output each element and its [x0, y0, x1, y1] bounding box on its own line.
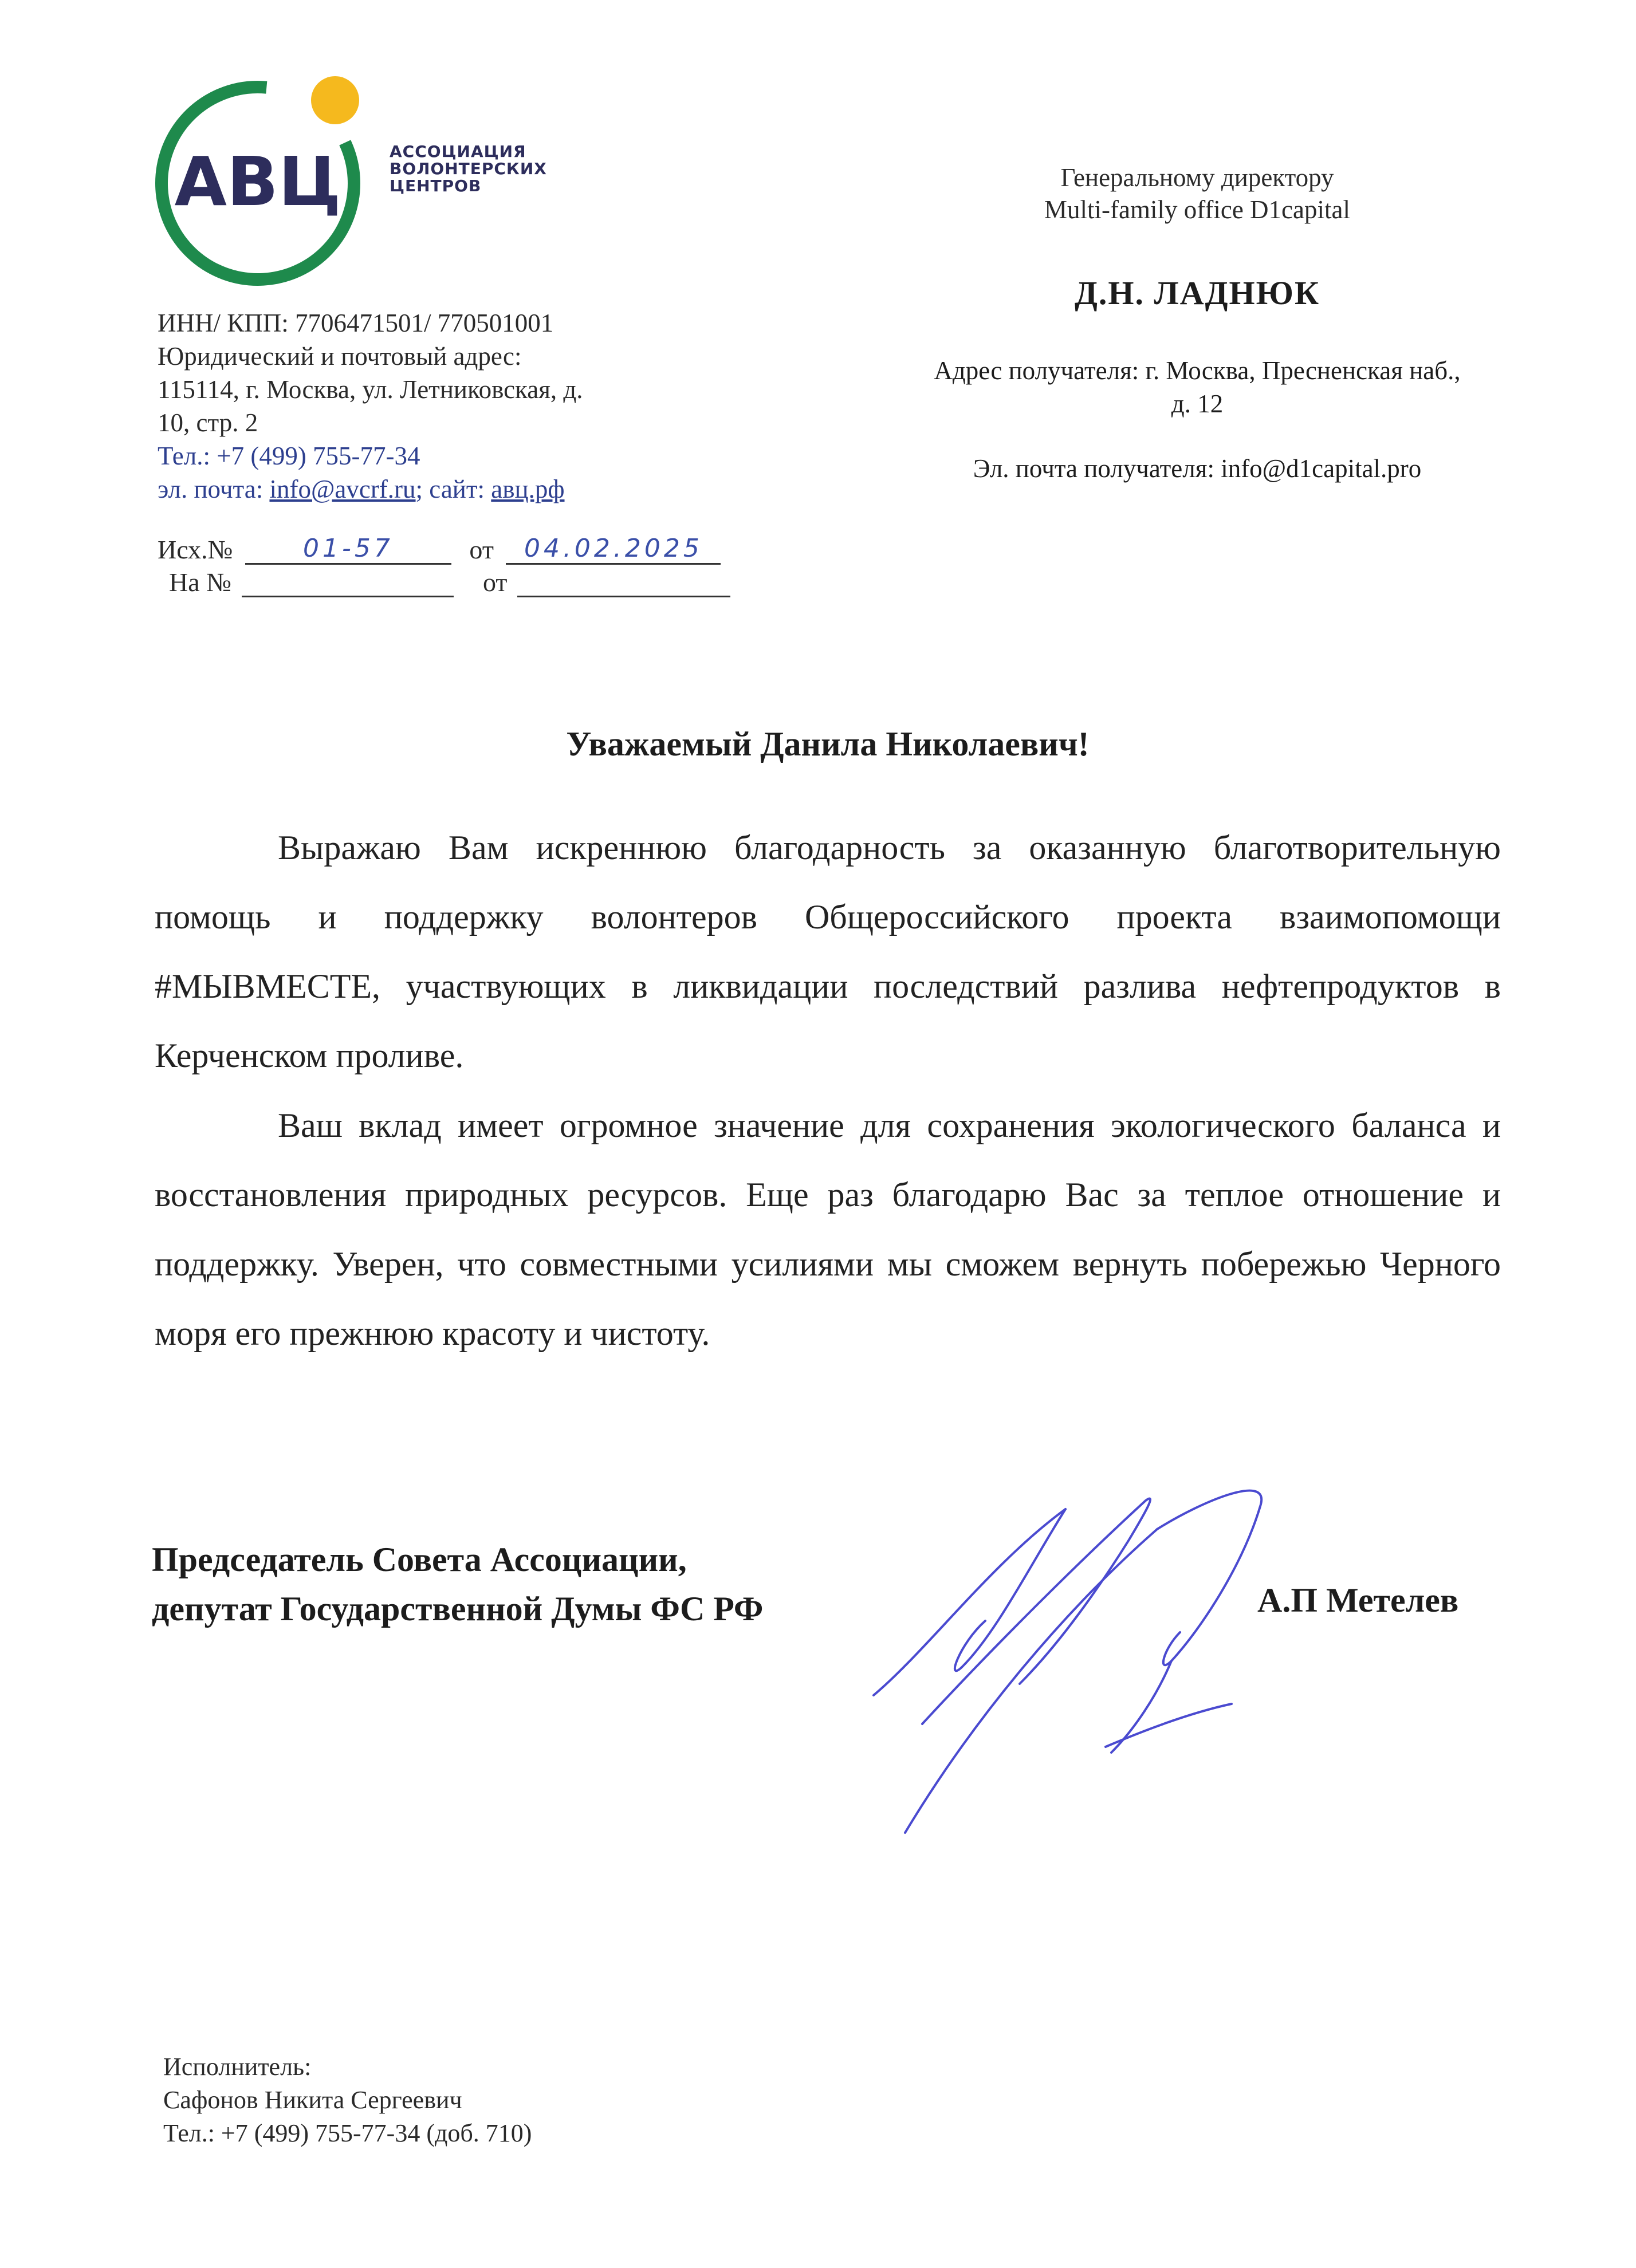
out-date-value: 04.02.2025 [524, 534, 703, 563]
position-line: Председатель Совета Ассоциации, [152, 1541, 687, 1578]
sender-phone: Тел.: +7 (499) 755-77-34 [158, 442, 420, 470]
signer-name: А.П Метелев [1257, 1581, 1459, 1619]
addressee-address-line: Адрес получателя: г. Москва, Пресненская наб., [934, 356, 1461, 385]
addressee-address-line: д. 12 [1171, 389, 1224, 418]
out-number-label: Исх.№ [158, 535, 233, 564]
logo-name-line: ЦЕНТРОВ [390, 176, 482, 195]
addressee-title [888, 162, 1507, 226]
letter-paragraph: Ваш вклад имеет огромное значение для сохранения экологического баланса и восстановления природных ресурсов. Еще раз благодарю Вас за теплое отношение и поддержку. Уверен, что совместными усилиями мы сможем вернуть побережью Черного моря его прежнюю красоту и чистоту. [155, 1107, 1501, 1352]
logo-abbr: АВЦ [174, 142, 341, 221]
out-date-label: от [469, 535, 494, 564]
executor-phone: Тел.: +7 (499) 755-77-34 (доб. 710) [163, 2119, 532, 2147]
address-line: 115114, г. Москва, ул. Летниковская, д. [158, 375, 583, 404]
address-label: Юридический и почтовый адрес: [158, 342, 522, 371]
outgoing-number-row [158, 533, 721, 565]
executor-block [163, 2050, 532, 2150]
out-date-field [506, 533, 721, 565]
inn-kpp: ИНН/ КПП: 7706471501/ 770501001 [158, 309, 554, 337]
executor-name: Сафонов Никита Сергеевич [163, 2086, 462, 2114]
logo-org-name [390, 143, 547, 195]
addressee-company: Multi-family office D1capital [1044, 195, 1350, 224]
site-prefix: ; сайт: [415, 475, 491, 503]
logo-name-line: АССОЦИАЦИЯ [390, 142, 526, 161]
in-number-label: На № [169, 568, 232, 597]
addressee-address [882, 354, 1512, 420]
letter-paragraph: Выражаю Вам искреннюю благодарность за оказанную благотворительную помощь и поддержку волонтеров Общероссийского проекта взаимопомощи #МЫВМЕСТЕ, участвующих в ликвидации последствий разлива нефтепродуктов в Керченском проливе. [155, 829, 1501, 1074]
contacts-line [158, 472, 583, 506]
avc-logo [152, 63, 398, 286]
incoming-number-row [169, 567, 730, 597]
logo-name-line: ВОЛОНТЕРСКИХ [390, 159, 547, 178]
site-link[interactable]: авц.рф [491, 475, 565, 503]
addressee-position: Генеральному директору [1060, 163, 1334, 192]
position-line: депутат Государственной Думы ФС РФ [152, 1590, 764, 1628]
in-number-field [242, 569, 454, 597]
handwritten-signature [859, 1478, 1295, 1850]
addressee-email: Эл. почта получателя: info@d1capital.pro [973, 454, 1422, 483]
in-date-label: от [483, 568, 508, 597]
email-link[interactable]: info@avcrf.ru [269, 475, 416, 503]
executor-label: Исполнитель: [163, 2053, 312, 2081]
sender-requisites [158, 306, 583, 506]
email-prefix: эл. почта: [158, 475, 270, 503]
logo-sun [311, 76, 359, 124]
out-number-value: 01-57 [302, 534, 394, 563]
address-line: 10, стр. 2 [158, 408, 258, 437]
salutation: Уважаемый Данила Николаевич! [566, 725, 1090, 763]
signer-position [152, 1535, 763, 1633]
in-date-field [517, 569, 730, 597]
out-number-field [245, 533, 451, 565]
addressee-name: Д.Н. ЛАДНЮК [1075, 274, 1320, 312]
